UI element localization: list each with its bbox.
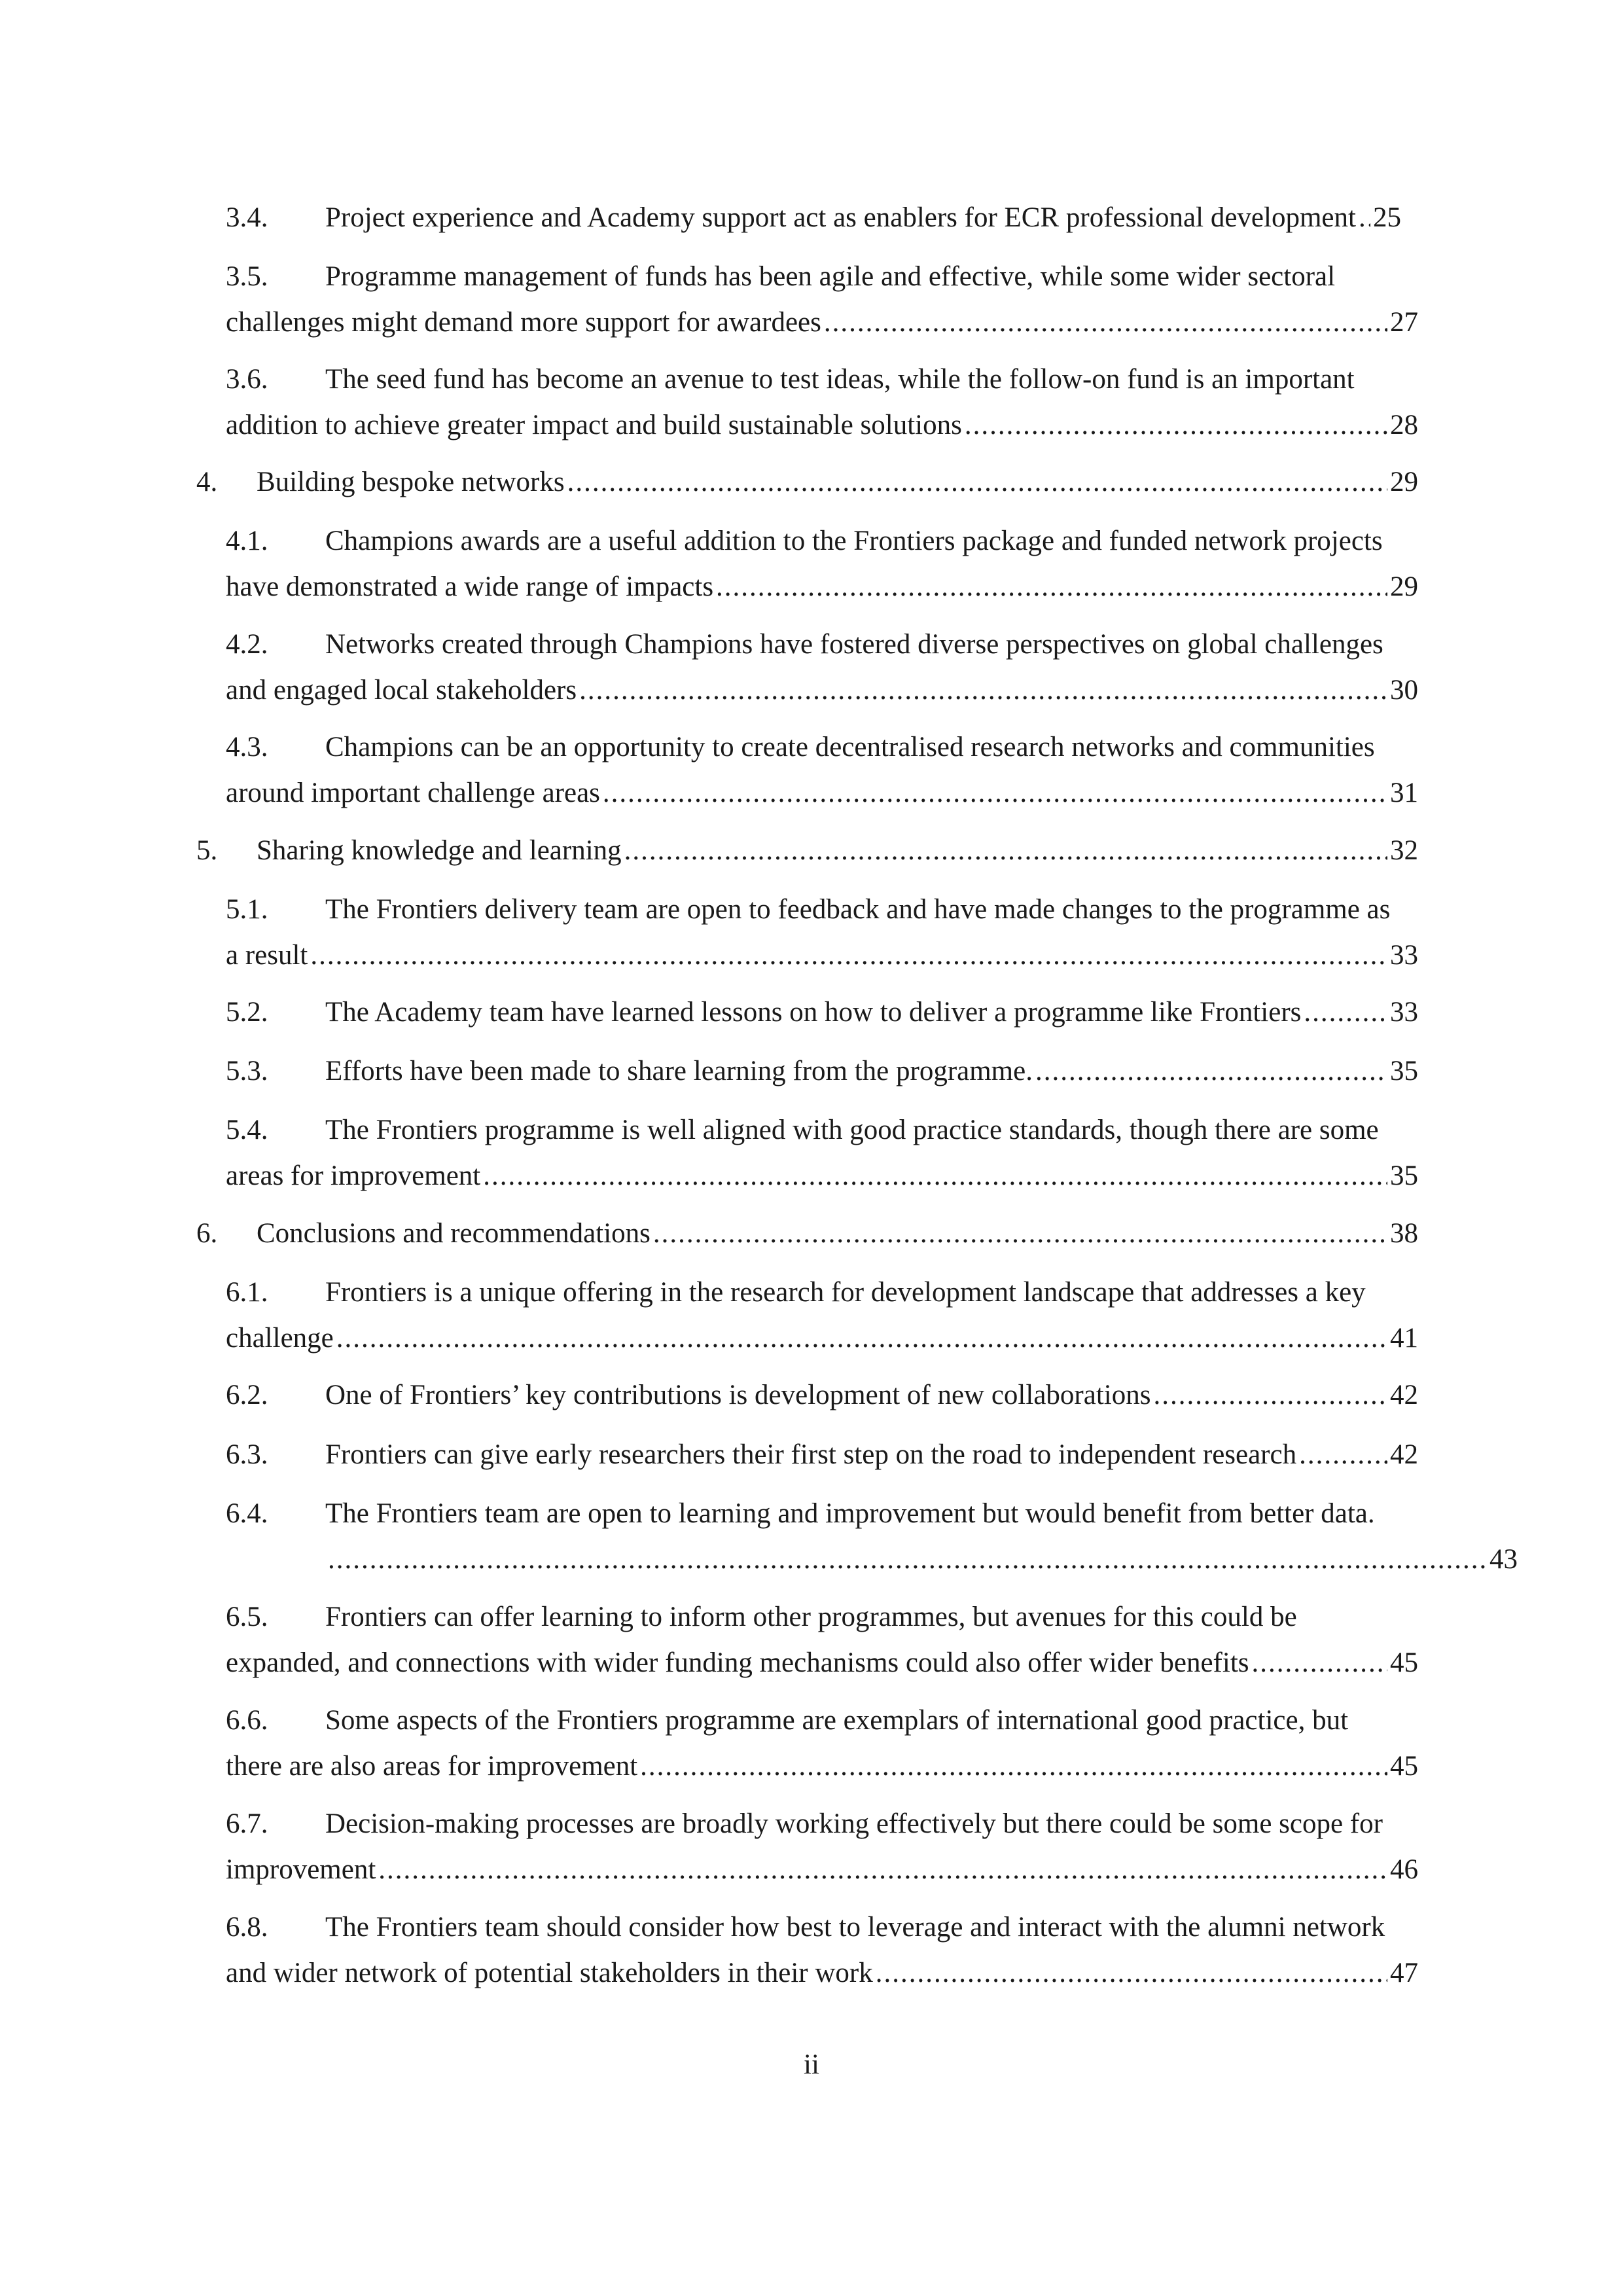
toc-entry-number: 6.6. — [226, 1705, 268, 1736]
toc-entry-page: 28 — [1390, 410, 1418, 440]
toc-entry-number: 3.5. — [226, 261, 268, 292]
toc-entry-title: The Frontiers team should consider how best to leverage and interact with the alumni network — [325, 1912, 1385, 1943]
dot-leader — [965, 403, 1387, 448]
toc-entry-title: Networks created through Champions have fostered diverse perspectives on global challenges — [325, 629, 1383, 660]
toc-entry-number: 6.2. — [226, 1380, 268, 1410]
toc-entry-number: 3.4. — [226, 202, 268, 233]
toc-entry-title: Frontiers can offer learning to inform other programmes, but avenues for this could be — [325, 1602, 1297, 1632]
toc-entry-page: 33 — [1390, 940, 1418, 971]
toc-entry-number: 5.3. — [226, 1056, 268, 1086]
toc-entry-title: Champions awards are a useful addition to the Frontiers package and funded network projects — [325, 526, 1383, 556]
toc-entry-page: 25 — [1372, 202, 1401, 233]
toc-entry[interactable] — [226, 518, 1418, 610]
toc-entry-page: 42 — [1390, 1439, 1418, 1470]
toc-entry[interactable] — [226, 990, 1418, 1035]
toc-entry-title-continued: around important challenge areas — [226, 778, 600, 808]
dot-leader — [1299, 1432, 1387, 1478]
dot-leader — [653, 1211, 1387, 1257]
toc-entry-title: Frontiers can give early researchers their first step on the road to independent research — [325, 1439, 1297, 1470]
page-number: ii — [804, 2049, 819, 2080]
toc-entry[interactable] — [226, 254, 1418, 346]
toc-entry-title-continued: there are also areas for improvement — [226, 1751, 638, 1782]
toc-entry[interactable] — [226, 1372, 1418, 1418]
dot-leader — [567, 459, 1387, 505]
dot-leader — [876, 1950, 1387, 1996]
toc-entry-title-continued: challenges might demand more support for awardees — [226, 307, 821, 338]
toc-entry-title: Efforts have been made to share learning from the programme. — [325, 1056, 1033, 1086]
dot-leader — [1035, 1049, 1387, 1094]
toc-entry[interactable] — [226, 1491, 1518, 1583]
toc-entry-title: The Frontiers programme is well aligned with good practice standards, though there are some — [325, 1115, 1379, 1145]
toc-entry-title: Building bespoke networks — [257, 467, 565, 497]
toc-entry[interactable] — [226, 195, 1418, 241]
toc-entry-title-continued: challenge — [226, 1323, 334, 1354]
toc-entry-number: 6.4. — [226, 1498, 268, 1529]
dot-leader — [1252, 1640, 1388, 1686]
toc-entry[interactable] — [226, 1801, 1418, 1893]
toc-entry-number: 6.3. — [226, 1439, 268, 1470]
toc-entry-number: 5.1. — [226, 894, 268, 925]
toc-entry-page: 47 — [1390, 1958, 1418, 1988]
toc-entry-number: 4.2. — [226, 629, 268, 660]
toc-entry-title: The Frontiers team are open to learning and improvement but would benefit from better data. — [325, 1498, 1375, 1529]
toc-entry-title: Decision-making processes are broadly working effectively but there could be some scope for — [325, 1808, 1383, 1839]
toc-entry-page: 35 — [1390, 1160, 1418, 1191]
toc-entry-title: Sharing knowledge and learning — [257, 835, 622, 866]
toc-entry[interactable] — [226, 1594, 1418, 1686]
toc-entry[interactable] — [226, 1270, 1418, 1361]
toc-entry-title-continued: a result — [226, 940, 308, 971]
toc-entry-number: 6.1. — [226, 1277, 268, 1308]
toc-entry-page: 35 — [1390, 1056, 1418, 1086]
toc-entry[interactable] — [226, 725, 1418, 816]
toc-entry-title-continued: improvement — [226, 1854, 376, 1885]
toc-entry-title-continued: have demonstrated a wide range of impacts — [226, 571, 714, 602]
dot-leader — [310, 933, 1387, 978]
toc-entry-title-continued: expanded, and connections with wider funding mechanisms could also offer wider benefits — [226, 1647, 1249, 1678]
dot-leader — [1304, 990, 1387, 1035]
toc-entry[interactable] — [226, 1698, 1418, 1789]
toc-entry-page: 32 — [1390, 835, 1418, 866]
toc-entry-title-continued: areas for improvement — [226, 1160, 481, 1191]
dot-leader — [640, 1744, 1387, 1789]
toc-entry-title: Some aspects of the Frontiers programme are exemplars of international good practice, but — [325, 1705, 1349, 1736]
toc-entry-number: 5. — [196, 835, 218, 866]
toc-entry-title-continued: and engaged local stakeholders — [226, 675, 577, 706]
dot-leader — [716, 564, 1387, 610]
toc-entry-number: 5.2. — [226, 997, 268, 1028]
toc-entry-number: 5.4. — [226, 1115, 268, 1145]
dot-leader — [328, 1537, 1487, 1583]
dot-leader — [824, 300, 1387, 346]
toc-entry-title: One of Frontiers’ key contributions is development of new collaborations — [325, 1380, 1151, 1410]
toc-entry[interactable] — [226, 1049, 1418, 1094]
dot-leader — [603, 770, 1387, 816]
toc-entry[interactable] — [226, 357, 1418, 448]
toc-entry[interactable] — [226, 1432, 1418, 1478]
toc-entry[interactable] — [196, 1211, 1418, 1257]
toc-entry-number: 6. — [196, 1218, 218, 1249]
toc-entry-page: 45 — [1390, 1751, 1418, 1782]
toc-entry-page: 29 — [1390, 467, 1418, 497]
toc-entry-number: 3.6. — [226, 364, 268, 395]
toc-entry[interactable] — [226, 1107, 1418, 1199]
toc-entry-title: The Frontiers delivery team are open to feedback and have made changes to the programme as — [325, 894, 1391, 925]
toc-entry-page: 27 — [1390, 307, 1418, 338]
toc-entry-number: 4. — [196, 467, 218, 497]
toc-entry-number: 4.1. — [226, 526, 268, 556]
toc-entry-title: Project experience and Academy support act as enablers for ECR professional development — [325, 202, 1356, 233]
toc-entry-title: Conclusions and recommendations — [257, 1218, 651, 1249]
toc-entry-page: 38 — [1390, 1218, 1418, 1249]
toc-entry[interactable] — [226, 622, 1418, 713]
toc-entry[interactable] — [226, 1905, 1418, 1996]
dot-leader — [1359, 195, 1370, 241]
dot-leader — [483, 1153, 1387, 1199]
toc-entry-page: 33 — [1390, 997, 1418, 1028]
toc-entry-page: 45 — [1390, 1647, 1418, 1678]
toc-entry-title: Frontiers is a unique offering in the research for development landscape that addresses a key — [325, 1277, 1366, 1308]
toc-entry-page: 43 — [1489, 1544, 1518, 1575]
toc-entry[interactable] — [196, 459, 1418, 505]
toc-entry-page: 29 — [1390, 571, 1418, 602]
dot-leader — [378, 1847, 1387, 1893]
toc-entry-page: 31 — [1390, 778, 1418, 808]
toc-entry-page: 41 — [1390, 1323, 1418, 1354]
toc-entry-page: 46 — [1390, 1854, 1418, 1885]
toc-entry[interactable] — [196, 828, 1418, 874]
dot-leader — [624, 828, 1387, 874]
toc-entry-number: 4.3. — [226, 732, 268, 762]
toc-entry-title: Champions can be an opportunity to create decentralised research networks and communities — [325, 732, 1375, 762]
toc-entry-title-continued: and wider network of potential stakeholders in their work — [226, 1958, 873, 1988]
toc-entry-title: Programme management of funds has been agile and effective, while some wider sectoral — [325, 261, 1336, 292]
dot-leader — [1153, 1372, 1387, 1418]
toc-entry[interactable] — [226, 887, 1418, 978]
toc-entry-title: The Academy team have learned lessons on how to deliver a programme like Frontiers — [325, 997, 1302, 1028]
dot-leader — [579, 668, 1387, 713]
toc-entry-page: 42 — [1390, 1380, 1418, 1410]
toc-entry-title: The seed fund has become an avenue to test ideas, while the follow-on fund is an important — [325, 364, 1355, 395]
toc-entry-number: 6.5. — [226, 1602, 268, 1632]
toc-entry-number: 6.8. — [226, 1912, 268, 1943]
dot-leader — [336, 1316, 1387, 1361]
toc-entry-title-continued: addition to achieve greater impact and build sustainable solutions — [226, 410, 962, 440]
toc-entry-page: 30 — [1390, 675, 1418, 706]
toc-entry-number: 6.7. — [226, 1808, 268, 1839]
